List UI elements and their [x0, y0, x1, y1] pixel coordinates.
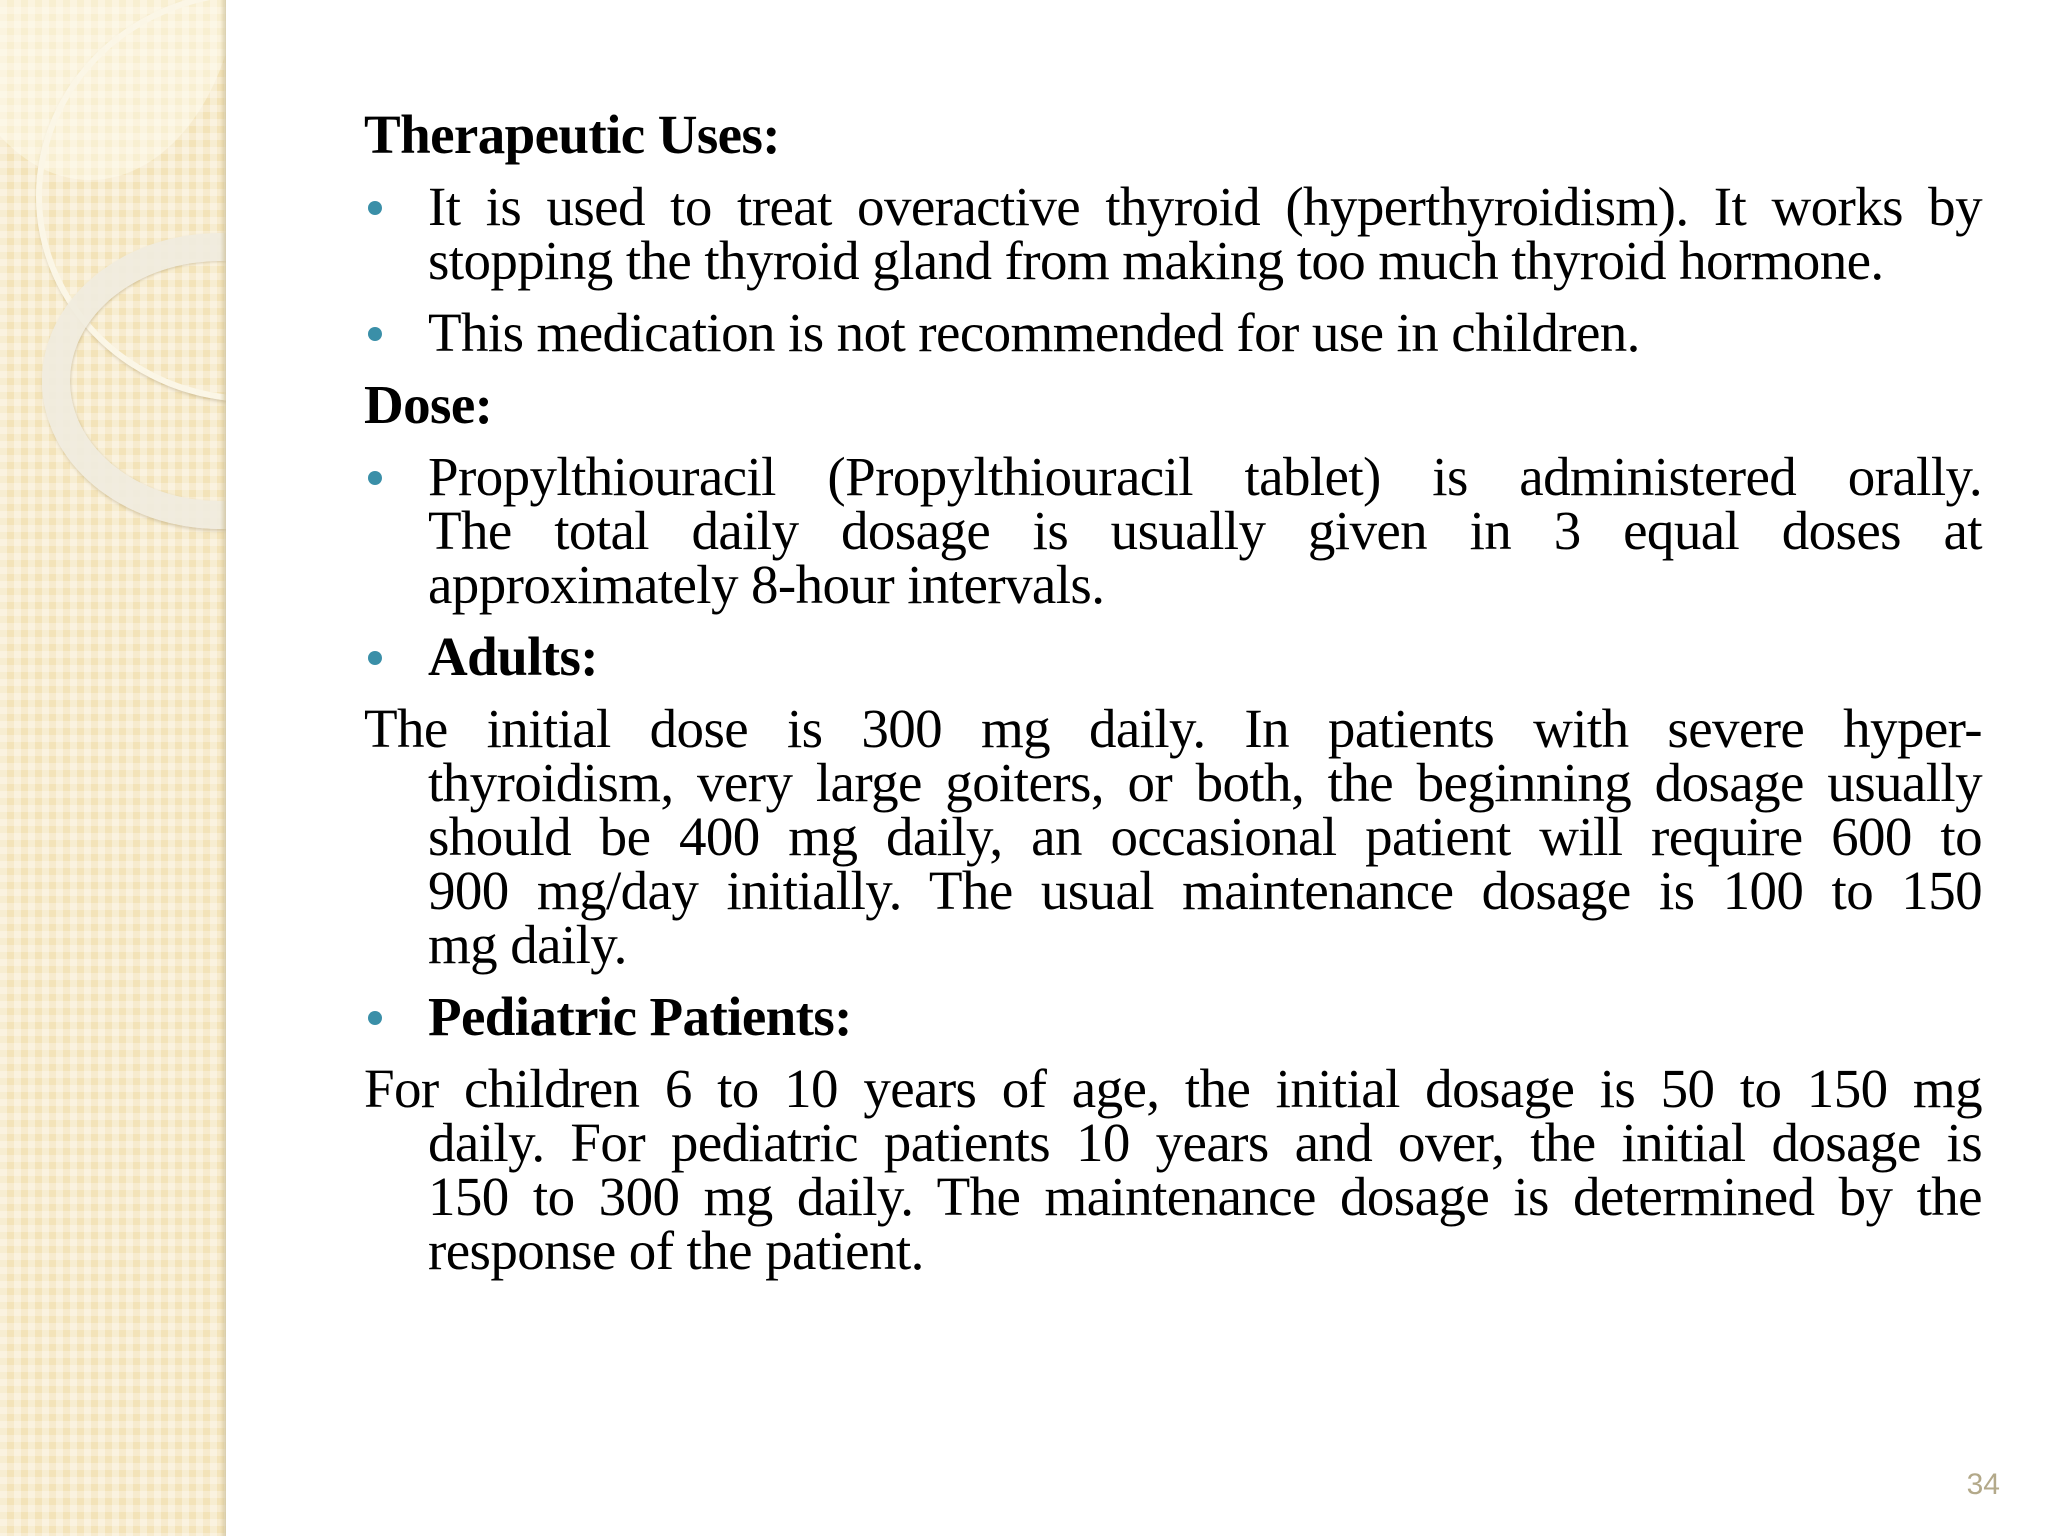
text-line: should be 400 mg daily, an occasional patient will require 600 to	[428, 806, 1982, 867]
text-line: For children 6 to 10 years of age, the initial dosage is 50 to 150 mg	[364, 1058, 1982, 1119]
bullet-item-children-warning	[364, 302, 1982, 363]
text-line: thyroidism, very large goiters, or both, the beginning dosage usually	[428, 752, 1982, 813]
text-line: stopping the thyroid gland from making too much thyroid hormone.	[428, 230, 1884, 291]
text-line: This medication is not recommended for use in children.	[428, 302, 1640, 363]
paragraph-adults-dosage	[364, 698, 1982, 975]
text-line: daily. For pediatric patients 10 years and over, the initial dosage is	[428, 1112, 1982, 1173]
bullet-dot-icon	[368, 471, 382, 485]
text-line: It is used to treat overactive thyroid (hyperthyroidism). It works by	[428, 176, 1982, 237]
text-line: mg daily.	[428, 914, 627, 975]
bullet-item-adults	[364, 626, 1982, 687]
bullet-dot-icon	[368, 327, 382, 341]
heading-dose: Dose:	[364, 374, 493, 435]
bullet-item-administration	[364, 446, 1982, 615]
text-line: Propylthiouracil (Propylthiouracil tablet) is administered orally.	[428, 446, 1982, 507]
text-line: 150 to 300 mg daily. The maintenance dosage is determined by the	[428, 1166, 1982, 1227]
bullet-dot-icon	[368, 201, 382, 215]
bullet-item-pediatric	[364, 986, 1982, 1047]
paragraph-pediatric-dosage	[364, 1058, 1982, 1281]
text-line: 900 mg/day initially. The usual maintenance dosage is 100 to 150	[428, 860, 1982, 921]
decorative-side-strip	[0, 0, 226, 1536]
text-line: response of the patient.	[428, 1220, 924, 1281]
bullet-item-hyperthyroidism	[364, 176, 1982, 291]
text-line: The initial dose is 300 mg daily. In patients with severe hyper-	[364, 698, 1982, 759]
subheading-adults: Adults:	[428, 626, 599, 687]
page-number: 34	[1966, 1468, 2000, 1501]
slide-content	[364, 104, 1982, 1281]
heading-therapeutic-uses: Therapeutic Uses:	[364, 104, 780, 165]
bullet-dot-icon	[368, 651, 382, 665]
subheading-pediatric: Pediatric Patients:	[428, 986, 852, 1047]
text-line: The total daily dosage is usually given in 3 equal doses at	[428, 500, 1982, 561]
text-line: approximately 8-hour intervals.	[428, 554, 1105, 615]
bullet-dot-icon	[368, 1011, 382, 1025]
